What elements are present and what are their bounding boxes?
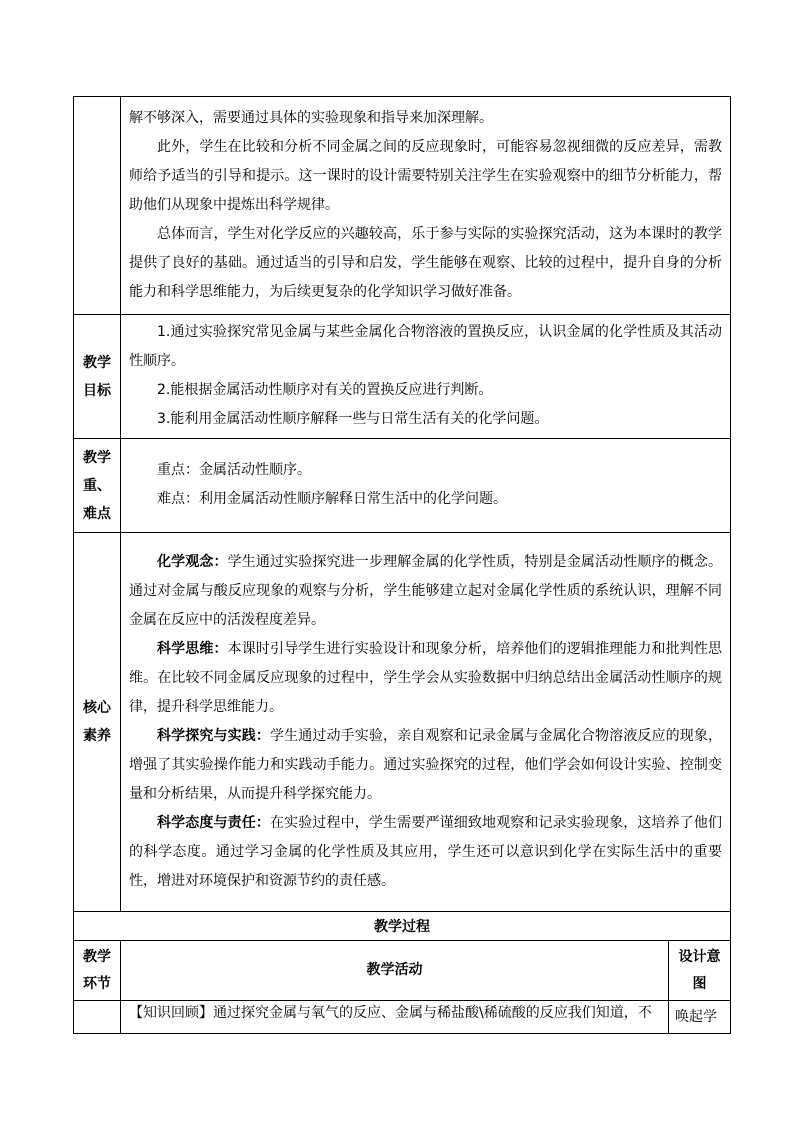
core-literacy-item-title: 化学观念： (157, 553, 228, 570)
core-literacy-item-text: 在实验过程中，学生需要严谨细致地观察和记录实验现象，这培养了他们的科学态度。通过学习金属的化学性质及其应用，学生还可以意识到化学在实际生活中的重要性，增进对环境保护和资源节约的责任感。 (129, 814, 723, 889)
process-header-design-line: 图 (692, 975, 707, 992)
objective-item: 2.能根据金属活动性顺序对有关的置换反应进行判断。 (157, 382, 493, 398)
core-literacy-item-title: 科学态度与责任： (157, 814, 271, 831)
objectives-label-line: 目标 (83, 382, 111, 399)
core-literacy-item (129, 548, 722, 635)
process-header-row (74, 941, 731, 1001)
process-header-stage-line: 教学 (83, 948, 111, 965)
core-literacy-item (129, 809, 722, 896)
core-literacy-item-title: 科学思维： (157, 640, 228, 657)
process-header-stage-line: 环节 (83, 975, 111, 992)
process-title-row (74, 912, 731, 941)
process-header-activity: 教学活动 (121, 941, 669, 1001)
process-design-cell: 唤起学 (669, 1001, 731, 1034)
objectives-row (74, 315, 731, 439)
core-literacy-label (74, 533, 121, 912)
lesson-plan-page (73, 96, 730, 1034)
objective-item: 3.能利用金属活动性顺序解释一些与日常生活有关的化学问题。 (157, 411, 549, 427)
lesson-plan-table (73, 96, 731, 1034)
core-literacy-content (121, 533, 731, 912)
key-points-row (74, 439, 731, 533)
process-header-design-line: 设计意 (678, 948, 721, 965)
key-point-item: 重点：金属活动性顺序。 (157, 462, 311, 478)
process-header-stage (74, 941, 121, 1001)
process-header-design (669, 941, 731, 1001)
objective-item: 1.通过实验探究常见金属与某些金属化合物溶液的置换反应，认识金属的化学性质及其活动性顺序。 (129, 324, 722, 369)
process-activity-text: 【知识回顾】通过探究金属与氧气的反应、金属与稀盐酸\稀硫酸的反应我们知道，不 (129, 1005, 652, 1021)
core-literacy-label-line: 核心 (83, 700, 111, 716)
key-points-label-line: 重、 (83, 477, 111, 494)
core-literacy-item-title: 科学探究与实践： (157, 727, 271, 744)
core-literacy-item (129, 635, 722, 722)
learner-analysis-paragraph: 此外，学生在比较和分析不同金属之间的反应现象时，可能容易忽视细微的反应差异，需教师给予适当的引导和提示。这一课时的设计需要特别关注学生在实验观察中的细节分析能力，帮助他们从现象中提炼出科学规律。 (129, 138, 722, 213)
process-title: 教学过程 (74, 912, 731, 941)
process-row (74, 1001, 731, 1034)
objectives-content (121, 315, 731, 439)
key-points-label-line: 难点 (83, 505, 111, 522)
learner-analysis-paragraph: 解不够深入，需要通过具体的实验现象和指导来加深理解。 (129, 109, 493, 126)
key-points-label-line: 教学 (83, 449, 111, 466)
process-stage-cell (74, 1001, 121, 1034)
core-literacy-label-line: 素养 (83, 728, 111, 744)
key-points-label (74, 439, 121, 533)
key-points-content (121, 439, 731, 533)
objectives-label-line: 教学 (83, 354, 111, 371)
core-literacy-item-text: 本课时引导学生进行实验设计和现象分析，培养他们的逻辑推理能力和批判性思维。在比较不同金属反应现象的过程中，学生学会从实验数据中归纳总结出金属活动性顺序的规律，提升科学思维能力。 (129, 640, 723, 715)
core-literacy-item-text: 学生通过实验探究进一步理解金属的化学性质，特别是金属活动性顺序的概念。通过对金属与酸反应现象的观察与分析，学生能够建立起对金属化学性质的系统认识，理解不同金属在反应中的活泼程度差异。 (129, 553, 723, 628)
objectives-label (74, 315, 121, 439)
process-activity-cell (121, 1001, 669, 1034)
core-literacy-item (129, 722, 722, 809)
learner-analysis-row (74, 97, 731, 315)
learner-analysis-label-cell (74, 97, 121, 315)
key-point-item: 难点：利用金属活动性顺序解释日常生活中的化学问题。 (157, 491, 507, 507)
core-literacy-item-text: 学生通过动手实验，亲自观察和记录金属与金属化合物溶液反应的现象，增强了其实验操作能力和实践动手能力。通过实验探究的过程，他们学会如何设计实验、控制变量和分析结果，从而提升科学探究能力。 (129, 727, 723, 802)
learner-analysis-content (121, 97, 731, 315)
core-literacy-row (74, 533, 731, 912)
learner-analysis-paragraph: 总体而言，学生对化学反应的兴趣较高，乐于参与实际的实验探究活动，这为本课时的教学提供了良好的基础。通过适当的引导和启发，学生能够在观察、比较的过程中，提升自身的分析能力和科学思维能力，为后续更复杂的化学知识学习做好准备。 (129, 225, 722, 300)
